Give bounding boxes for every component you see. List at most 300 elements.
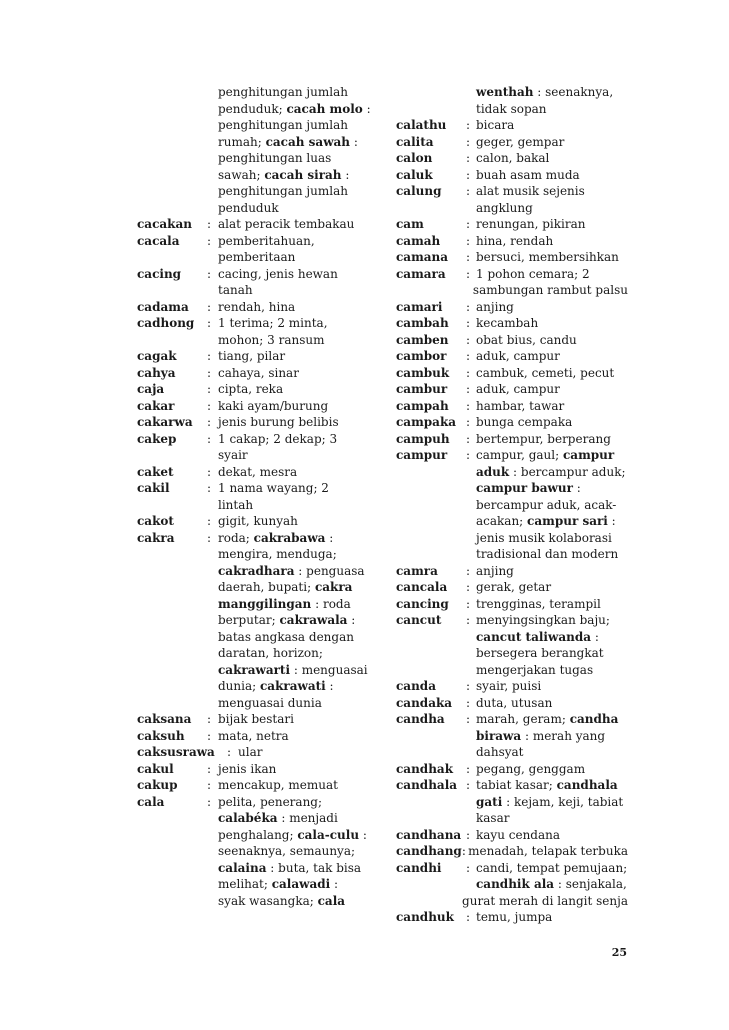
entry-continuation-line [396,893,628,910]
definition-fragment: hambar, tawar [476,398,565,413]
entry-first-line [396,843,628,860]
definition-text [218,728,289,745]
definition-text [218,612,355,629]
definition-fragment: : [330,877,339,891]
colon-separator: : [466,712,471,726]
entry-first-line [396,414,628,431]
definition-text [218,579,352,596]
entry-continuation-line [137,249,377,266]
definition-text [218,513,298,530]
entry-continuation-line [396,645,628,662]
definition-fragment: batas angkasa dengan [218,629,354,644]
definition-text [218,216,354,233]
dictionary-entry [396,216,628,233]
definition-fragment: : bercampur aduk; [509,464,626,479]
definition-fragment: pemberitahuan, [218,233,315,248]
entry-continuation-line [137,678,377,695]
definition-fragment: cipta, reka [218,382,284,396]
headword: candhi [396,860,442,875]
entry-first-line [137,398,377,415]
definition-fragment: syair, puisi [476,679,542,693]
entry-continuation-line [137,843,377,860]
dictionary-entry [396,777,628,827]
entry-first-line [396,827,628,844]
dictionary-entry [396,414,628,431]
definition-fragment: gerak, getar [476,580,552,594]
entry-first-line [137,761,377,778]
headword: canda [396,679,436,693]
definition-fragment: gigit, kunyah [218,514,298,528]
headword: candhana [396,827,462,842]
definition-fragment: geger, gempar [476,134,565,149]
dictionary-entry [137,744,377,761]
dictionary-entry [137,266,377,299]
entry-first-line [137,84,377,101]
colon-separator: : [466,118,471,132]
colon-separator: : [207,299,212,314]
definition-fragment: tanah [218,283,253,297]
definition-text [218,546,337,563]
headword: caksusrawa [137,745,215,759]
definition-fragment: : [362,101,371,116]
dictionary-entry [396,447,628,563]
entry-first-line [137,513,377,530]
definition-text [218,233,315,250]
definition-text [476,579,551,596]
entry-first-line [137,266,377,283]
entry-first-line [396,84,628,101]
dictionary-entry [396,678,628,695]
entry-first-line [137,414,377,431]
dictionary-entry [137,84,377,216]
dictionary-entry [396,398,628,415]
definition-text [218,398,328,415]
headword: camari [396,299,443,314]
entry-first-line [396,266,628,283]
entry-first-line [396,150,628,167]
dictionary-entry [396,563,628,580]
definition-text [476,728,605,745]
dictionary-entry [137,365,377,382]
definition-text [476,810,509,827]
definition-fragment: penghitungan luas [218,151,332,165]
definition-fragment: bunga cempaka [476,415,573,429]
colon-separator: : [207,431,212,446]
headword: cambur [396,382,448,396]
definition-fragment: cahaya, sinar [218,365,299,380]
definition-text [476,629,599,646]
definition-text [476,860,627,877]
headword: cakot [137,514,174,528]
definition-text [218,365,299,382]
dictionary-entry [396,695,628,712]
definition-text [218,563,365,580]
headword: camra [396,563,438,578]
sub-headword: cakrawarti [218,662,291,677]
headword: caksuh [137,728,185,743]
definition-fragment: kayu cendana [476,827,561,842]
entry-continuation-line [396,728,628,745]
definition-text [218,497,253,514]
sub-headword: cakrabawa [253,530,326,545]
definition-fragment: : [350,134,358,149]
headword: cakar [137,398,175,413]
headword: caksana [137,712,192,726]
definition-text [476,332,577,349]
dictionary-entry [137,315,377,348]
definition-text [218,464,297,481]
headword: cakarwa [137,415,193,429]
entry-first-line [137,381,377,398]
headword: cakep [137,431,177,446]
entry-continuation-line [137,134,377,151]
definition-text [476,266,590,283]
definition-text [218,282,253,299]
sub-headword: cala-culu [297,827,360,842]
definition-fragment: tradisional dan modern [476,547,619,561]
definition-fragment: renungan, pikiran [476,217,586,231]
entry-continuation-line [396,810,628,827]
dictionary-entry [396,843,628,860]
entry-first-line [137,728,377,745]
definition-text [476,299,514,316]
headword: calita [396,134,434,149]
colon-separator: : [466,349,471,363]
definition-fragment: calon, bakal [476,151,550,165]
definition-text [476,398,564,415]
colon-separator: : [466,448,471,462]
definition-fragment: penghitungan jumlah [218,85,348,99]
definition-fragment: tiang, pilar [218,349,286,363]
definition-text [218,183,348,200]
definition-fragment: sawah; [218,167,265,182]
definition-text [476,794,623,811]
definition-text [476,348,560,365]
headword: cakra [137,530,175,545]
definition-fragment: marah, geram; [476,712,570,726]
entry-first-line [137,233,377,250]
definition-text [476,315,538,332]
colon-separator: : [207,761,212,776]
headword: cancut [396,613,442,627]
definition-fragment: : penguasa [294,563,365,578]
entry-first-line [396,447,628,464]
definition-fragment: tabiat kasar; [476,778,557,792]
entry-continuation-line [137,596,377,613]
definition-text [218,596,351,613]
entry-first-line [396,134,628,151]
definition-text [218,101,371,118]
definition-fragment: mata, netra [218,728,289,743]
headword: calon [396,151,433,165]
colon-separator: : [466,332,471,347]
definition-fragment: mengira, menduga; [218,547,337,561]
definition-text [218,480,329,497]
definition-fragment: penghitungan jumlah [218,184,348,198]
colon-separator: : [207,778,212,792]
definition-text [476,711,618,728]
entry-first-line [137,777,377,794]
colon-separator: : [207,382,212,396]
dictionary-entry [396,711,628,761]
dictionary-entry [396,381,628,398]
entry-continuation-line [137,893,377,910]
definition-fragment: trengginas, terampil [476,596,601,611]
entry-continuation-line [137,200,377,217]
definition-text [476,216,585,233]
dictionary-entry [137,513,377,530]
headword: cancing [396,596,449,611]
dictionary-entry [137,299,377,316]
headword: camben [396,332,449,347]
colon-separator: : [466,233,471,248]
entry-continuation-line [137,117,377,134]
definition-fragment: berputar; [218,613,280,627]
dictionary-entry [396,150,628,167]
entry-continuation-line [137,332,377,349]
definition-fragment: hina, rendah [476,233,554,248]
definition-fragment: ular [238,745,263,759]
definition-text [218,431,337,448]
sub-headword: cala [317,893,346,908]
definition-text [218,414,339,431]
entry-first-line [396,398,628,415]
entry-first-line [396,183,628,200]
entry-continuation-line [396,101,628,118]
definition-fragment: melihat; [218,877,272,891]
sub-headword: cakrawala [279,613,348,627]
definition-fragment: syair [218,448,248,462]
definition-fragment: : roda [311,596,351,611]
sub-headword: wenthah [476,85,534,99]
dictionary-entry [137,233,377,266]
dictionary-entry [396,315,628,332]
definition-text [476,249,619,266]
definition-fragment: tidak sopan [476,101,547,116]
colon-separator: : [466,415,471,429]
definition-text [218,117,348,134]
definition-text [218,777,338,794]
definition-fragment: kecambah [476,316,539,330]
colon-separator: : [207,728,212,743]
definition-fragment: : menjadi [277,811,338,825]
sub-headword: manggilingan [218,596,312,611]
definition-text [476,612,610,629]
headword: calung [396,184,442,198]
headword: caket [137,464,174,479]
colon-separator: : [207,794,212,809]
definition-fragment: 1 cakap; 2 dekap; 3 [218,431,338,446]
dictionary-entry [396,579,628,596]
definition-fragment: angklung [476,200,533,215]
dictionary-entry [396,84,628,117]
sub-headword: birawa [476,728,522,743]
definition-text [218,893,345,910]
headword: candhang [396,844,462,858]
definition-text [476,150,549,167]
definition-fragment: alat musik sejenis [476,184,585,198]
definition-fragment: : menguasai [290,662,368,677]
entry-first-line [396,579,628,596]
definition-text [218,695,322,712]
definition-fragment: menyingsingkan baju; [476,613,610,627]
definition-text [476,497,616,514]
definition-fragment: bijak bestari [218,712,294,726]
entry-continuation-line [137,546,377,563]
entry-continuation-line [137,579,377,596]
dictionary-entry [396,860,628,910]
dictionary-entry [396,183,628,216]
definition-text [218,200,279,217]
definition-text [476,530,612,547]
headword: candhak [396,761,454,776]
left-column [137,84,377,909]
definition-fragment: rendah, hina [218,299,296,314]
dictionary-entry [396,233,628,250]
definition-text [476,678,541,695]
definition-text [476,200,533,217]
definition-fragment: buah asam muda [476,167,580,182]
colon-separator: : [466,679,471,693]
dictionary-entry [396,612,628,678]
definition-fragment: penghalang; [218,827,298,842]
definition-text [218,662,368,679]
headword: cakup [137,778,178,792]
entry-first-line [396,216,628,233]
headword: cacing [137,266,182,281]
dictionary-entry [137,431,377,464]
headword: campaka [396,415,457,429]
colon-separator: : [207,349,212,363]
definition-fragment: mohon; 3 ransum [218,332,325,347]
sub-headword: candha [569,712,619,726]
sub-headword: cakrawati [260,679,326,693]
definition-fragment: jenis ikan [218,761,277,776]
definition-fragment: anjing [476,563,514,578]
entry-first-line [396,612,628,629]
definition-fragment: kaki ayam/burung [218,398,329,413]
entry-first-line [396,315,628,332]
sub-headword: campur [562,448,615,462]
entry-first-line [137,480,377,497]
dictionary-entry [137,530,377,712]
definition-text [218,134,358,151]
sub-headword: cancut taliwanda [476,629,591,644]
headword: campah [396,398,449,413]
colon-separator: : [207,233,212,248]
definition-fragment: 1 pohon cemara; 2 [476,266,590,281]
colon-separator: : [466,910,471,924]
definition-text [218,629,354,646]
headword: cambah [396,316,449,330]
definition-text [476,480,581,497]
definition-text [218,266,338,283]
definition-text [476,744,523,761]
definition-fragment: penduduk [218,200,279,215]
entry-continuation-line [396,876,628,893]
dictionary-entry [137,381,377,398]
headword: cacakan [137,217,192,231]
headword: campuh [396,431,450,446]
colon-separator: : [466,184,471,198]
headword: cancala [396,580,448,594]
entry-continuation-line [137,150,377,167]
headword: candha [396,712,445,726]
colon-separator: : [466,827,471,842]
definition-text [218,761,276,778]
definition-text [476,233,553,250]
headword: cakil [137,481,170,495]
definition-text [468,843,628,860]
headword: candaka [396,695,453,710]
definition-text [476,876,627,893]
entry-first-line [396,860,628,877]
sub-headword: cacah sirah [264,167,342,182]
definition-text [476,546,618,563]
entry-continuation-line [396,497,628,514]
definition-text [218,827,367,844]
definition-text [476,513,616,530]
definition-fragment: acakan; [476,514,528,528]
colon-separator: : [466,134,471,149]
entry-continuation-line [137,629,377,646]
page-number: 25 [611,946,627,959]
entry-first-line [396,249,628,266]
entry-continuation-line [396,464,628,481]
definition-fragment: rumah; [218,134,266,149]
entry-first-line [396,381,628,398]
definition-fragment: 1 terima; 2 minta, [218,316,328,330]
sub-headword: gati [476,794,503,809]
colon-separator: : [207,464,212,479]
colon-separator: : [207,266,212,281]
entry-first-line [396,777,628,794]
definition-fragment: : senjakala, [554,877,627,891]
definition-text [476,695,552,712]
colon-separator: : [207,415,212,429]
definition-text [476,167,580,184]
colon-separator: : [466,266,471,281]
headword: cakul [137,761,174,776]
headword: cadama [137,299,189,314]
definition-text [218,843,355,860]
definition-text [476,134,564,151]
dictionary-entry [137,348,377,365]
dictionary-entry [396,761,628,778]
definition-fragment: pemberitaan [218,250,296,264]
dictionary-entry [396,348,628,365]
definition-text [476,596,601,613]
entry-continuation-line [396,530,628,547]
definition-text [218,348,285,365]
entry-continuation-line [396,546,628,563]
entry-continuation-line [137,183,377,200]
colon-separator: : [207,481,212,495]
definition-fragment: roda; [218,530,254,545]
dictionary-entry [137,414,377,431]
definition-fragment: menadah, telapak terbuka [468,844,628,858]
entry-first-line [396,596,628,613]
definition-text [238,744,262,761]
sub-headword: candhala [556,778,618,792]
entry-first-line [396,167,628,184]
colon-separator: : [466,695,471,710]
entry-first-line [396,909,628,926]
definition-text [218,876,338,893]
definition-text [476,381,560,398]
entry-first-line [137,365,377,382]
definition-fragment: temu, jumpa [476,910,553,924]
